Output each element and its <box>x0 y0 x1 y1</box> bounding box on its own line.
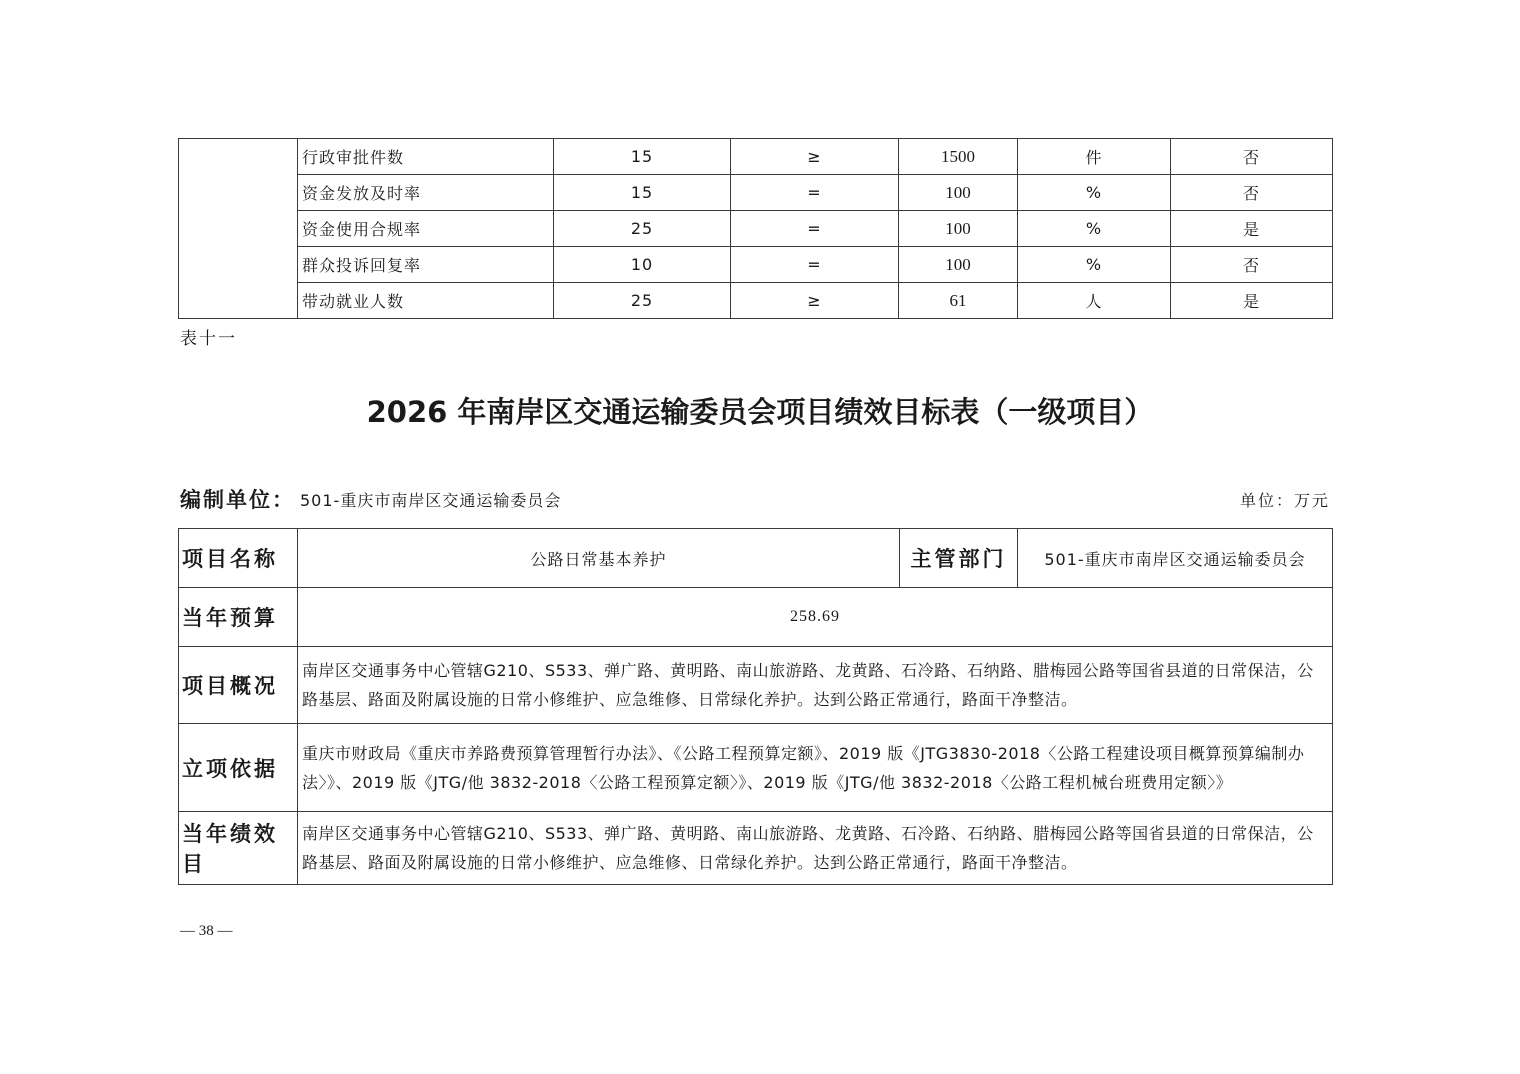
target-value-cell: 100 <box>899 211 1018 247</box>
goal-text: 南岸区交通事务中心管辖G210、S533、弹广路、黄明路、南山旅游路、龙黄路、石冷路、石纳路、腊梅园公路等国省县道的日常保洁，公路基层、路面及附属设施的日常小修维护、应急维修、日常绿化养护。达到公路正常通行，路面干净整洁。 <box>298 812 1333 885</box>
indicator-name-cell: 资金发放及时率 <box>298 175 554 211</box>
table-row <box>179 812 1333 885</box>
basis-text <box>298 724 1333 812</box>
core-indicator-cell: 否 <box>1171 139 1333 175</box>
operator-cell: = <box>731 211 899 247</box>
table-row <box>179 588 1333 647</box>
unit-cell: 人 <box>1018 283 1171 319</box>
table-row <box>179 529 1333 588</box>
target-value-cell: 100 <box>899 247 1018 283</box>
weight-cell: 10 <box>554 247 731 283</box>
indicator-name-cell: 资金使用合规率 <box>298 211 554 247</box>
table-row <box>179 247 1333 283</box>
basis-label: 立项依据 <box>179 724 298 812</box>
currency-unit: 单位：万元 <box>1239 491 1330 510</box>
project-name-label: 项目名称 <box>179 529 298 588</box>
project-table <box>178 528 1333 885</box>
target-value-cell: 61 <box>899 283 1018 319</box>
table-row <box>179 647 1333 724</box>
compiler-label: 编制单位： <box>180 488 295 512</box>
table-caption: 表十一 <box>180 329 237 349</box>
indicator-name-cell: 群众投诉回复率 <box>298 247 554 283</box>
page-title: 2026 年南岸区交通运输委员会项目绩效目标表（一级项目） <box>366 395 1154 429</box>
core-indicator-cell: 是 <box>1171 283 1333 319</box>
table-row <box>179 283 1333 319</box>
budget-label: 当年预算 <box>179 588 298 647</box>
operator-cell: = <box>731 175 899 211</box>
weight-cell: 25 <box>554 283 731 319</box>
operator-cell: ≥ <box>731 139 899 175</box>
compiler-value: 501-重庆市南岸区交通运输委员会 <box>300 491 562 510</box>
project-name-value: 公路日常基本养护 <box>298 529 900 588</box>
table-row <box>179 724 1333 812</box>
dept-label: 主管部门 <box>900 529 1018 588</box>
unit-cell: % <box>1018 247 1171 283</box>
basis-line-1: 重庆市财政局《重庆市养路费预算管理暂行办法》、《公路工程预算定额》、2019 版《JTG3830-2018〈公路工程建设项目概算预算编制办 <box>302 743 1305 763</box>
indicator-table <box>178 138 1333 319</box>
core-indicator-cell: 是 <box>1171 211 1333 247</box>
dept-value: 501-重庆市南岸区交通运输委员会 <box>1018 529 1333 588</box>
core-indicator-cell: 否 <box>1171 175 1333 211</box>
unit-cell: % <box>1018 211 1171 247</box>
overview-text: 南岸区交通事务中心管辖G210、S533、弹广路、黄明路、南山旅游路、龙黄路、石冷路、石纳路、腊梅园公路等国省县道的日常保洁，公路基层、路面及附属设施的日常小修维护、应急维修、日常绿化养护。达到公路正常通行，路面干净整洁。 <box>298 647 1333 724</box>
operator-cell: = <box>731 247 899 283</box>
budget-value: 258.69 <box>298 588 1333 647</box>
page-number: — 38 — <box>180 923 233 939</box>
table-row <box>179 139 1333 175</box>
weight-cell: 25 <box>554 211 731 247</box>
target-value-cell: 100 <box>899 175 1018 211</box>
unit-cell: 件 <box>1018 139 1171 175</box>
overview-label: 项目概况 <box>179 647 298 724</box>
operator-cell: ≥ <box>731 283 899 319</box>
indicator-name-cell: 带动就业人数 <box>298 283 554 319</box>
unit-cell: % <box>1018 175 1171 211</box>
weight-cell: 15 <box>554 175 731 211</box>
table-row <box>179 175 1333 211</box>
core-indicator-cell: 否 <box>1171 247 1333 283</box>
target-value-cell: 1500 <box>899 139 1018 175</box>
weight-cell: 15 <box>554 139 731 175</box>
merged-category-cell <box>179 139 298 319</box>
table-row <box>179 211 1333 247</box>
basis-line-2: 法〉》、2019 版《JTG/他 3832-2018〈公路工程预算定额〉》、2019 版《JTG/他 3832-2018〈公路工程机械台班费用定额〉》 <box>302 772 1233 792</box>
indicator-name-cell: 行政审批件数 <box>298 139 554 175</box>
goal-label: 当年绩效目 <box>179 812 298 885</box>
